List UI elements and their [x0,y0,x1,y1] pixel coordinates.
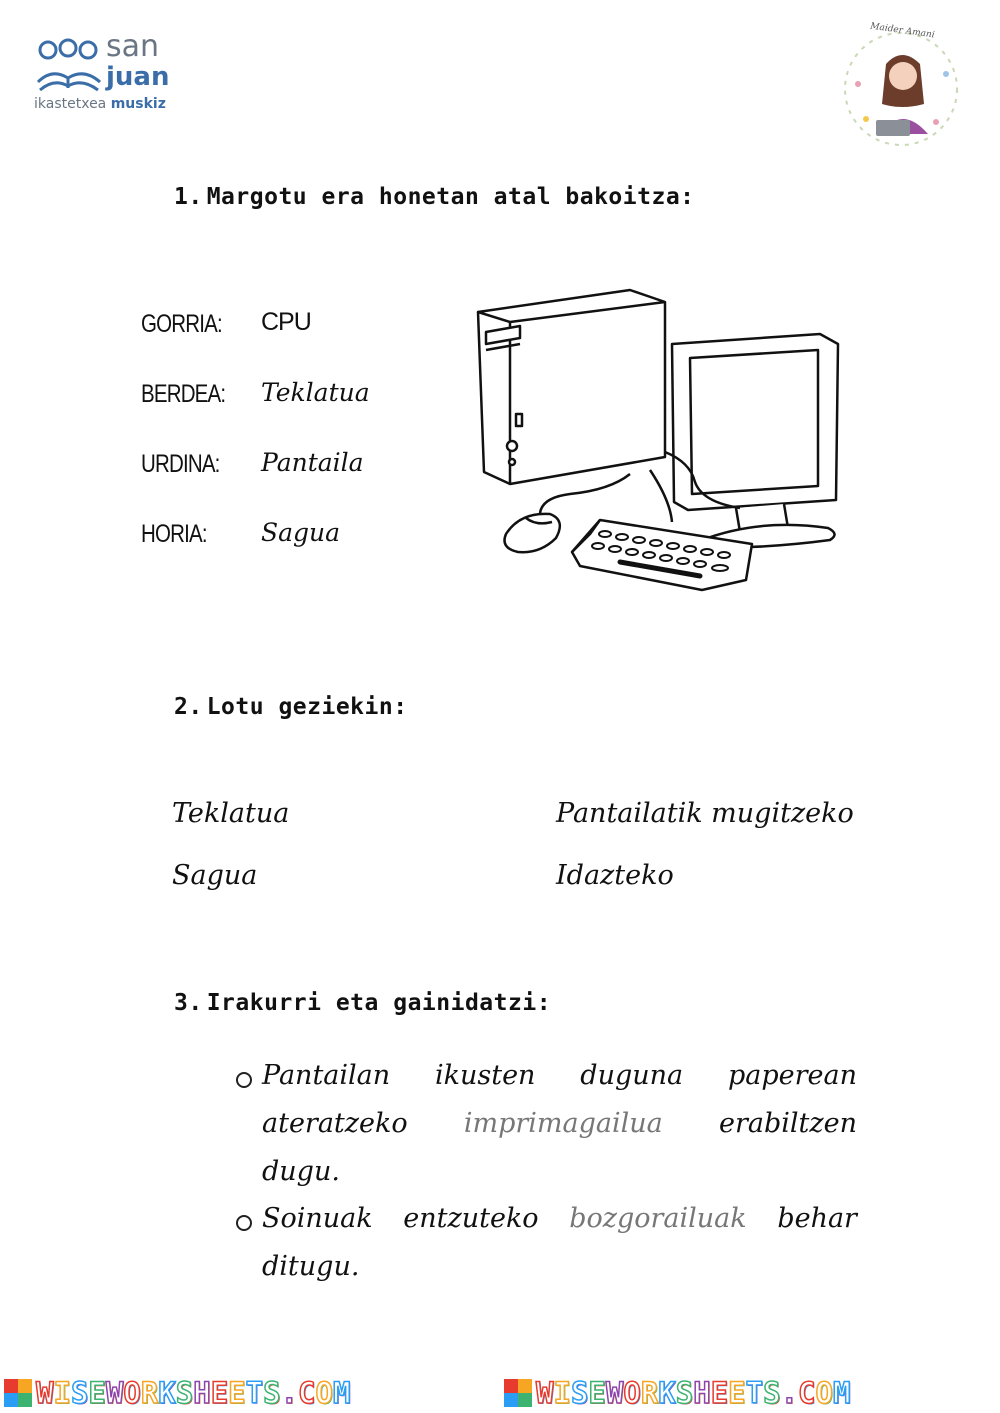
word: Soinuak [262,1203,373,1234]
section2-number: 2. [174,694,203,720]
word: dugu. [262,1156,340,1187]
wise-badge-icon [4,1379,32,1407]
part-keyboard: Teklatua [261,378,370,407]
logo-subtitle [34,96,166,112]
girl-with-laptop-icon [836,21,966,154]
bullet1-line2 [262,1108,857,1139]
word: paperean [727,1060,857,1091]
bullet1-line3 [262,1156,857,1187]
section1-title-text: Margotu era honetan atal bakoitza: [206,184,695,210]
word: behar [777,1203,857,1234]
match-left-keyboard: Teklatua [172,798,290,829]
bullet-circle-icon [236,1072,252,1088]
bullet-printer [236,1060,856,1200]
logo-muskiz: muskiz [110,96,166,112]
footer-watermark-text [4,1376,500,1410]
footer-text: WISEWORKSHEETS.COM [36,1376,351,1410]
trace-word-printer: imprimagailua [463,1108,663,1139]
section2-title-text: Lotu geziekin: [206,694,408,720]
match-right-move: Pantailatik mugitzeko [556,798,854,829]
illustrator-badge [836,21,966,154]
trace-word-speakers: bozgorailuak [569,1203,747,1234]
illustrator-signature: Maider Amani [869,21,936,41]
match-left-mouse: Sagua [172,860,258,891]
word: entzuteko [403,1203,539,1234]
bullet2-line1 [262,1203,857,1234]
word: erabiltzen [719,1108,857,1139]
color-label-green: BERDEA: [141,380,226,408]
section3-title-text: Irakurri eta gainidatzi: [206,990,552,1016]
word: Pantailan [262,1060,391,1091]
wise-badge-icon [504,1379,532,1407]
part-screen: Pantaila [261,448,364,477]
section3-number: 3. [174,990,203,1016]
color-label-yellow: HORIA: [141,520,207,548]
match-right-write: Idazteko [556,860,674,891]
section1-number: 1. [174,184,203,210]
section2-title [174,694,408,720]
section1-title [174,184,695,210]
footer-watermark-text [504,1376,1000,1410]
part-mouse: Sagua [261,518,341,547]
color-label-red: GORRIA: [141,310,222,338]
logo-ikastetxea: ikastetxea [34,96,107,112]
bullet1-line1 [262,1060,857,1091]
logo-san: san [106,29,160,64]
logo-juan: juan [106,62,170,92]
bullet-circle-icon [236,1215,252,1231]
footer-watermark [0,1374,1000,1413]
bullet2-line2 [262,1251,857,1282]
color-label-blue: URDINA: [141,450,220,478]
footer-text: WISEWORKSHEETS.COM [536,1376,851,1410]
word: ikusten [434,1060,536,1091]
word: ditugu. [262,1251,360,1282]
school-logo [34,29,204,114]
children-reading-icon [34,38,104,94]
bullet-speakers [236,1203,856,1295]
section3-title [174,990,551,1016]
word: ateratzeko [262,1108,408,1139]
computer-illustration [440,222,885,647]
word: duguna [580,1060,684,1091]
part-cpu: CPU [261,308,311,336]
